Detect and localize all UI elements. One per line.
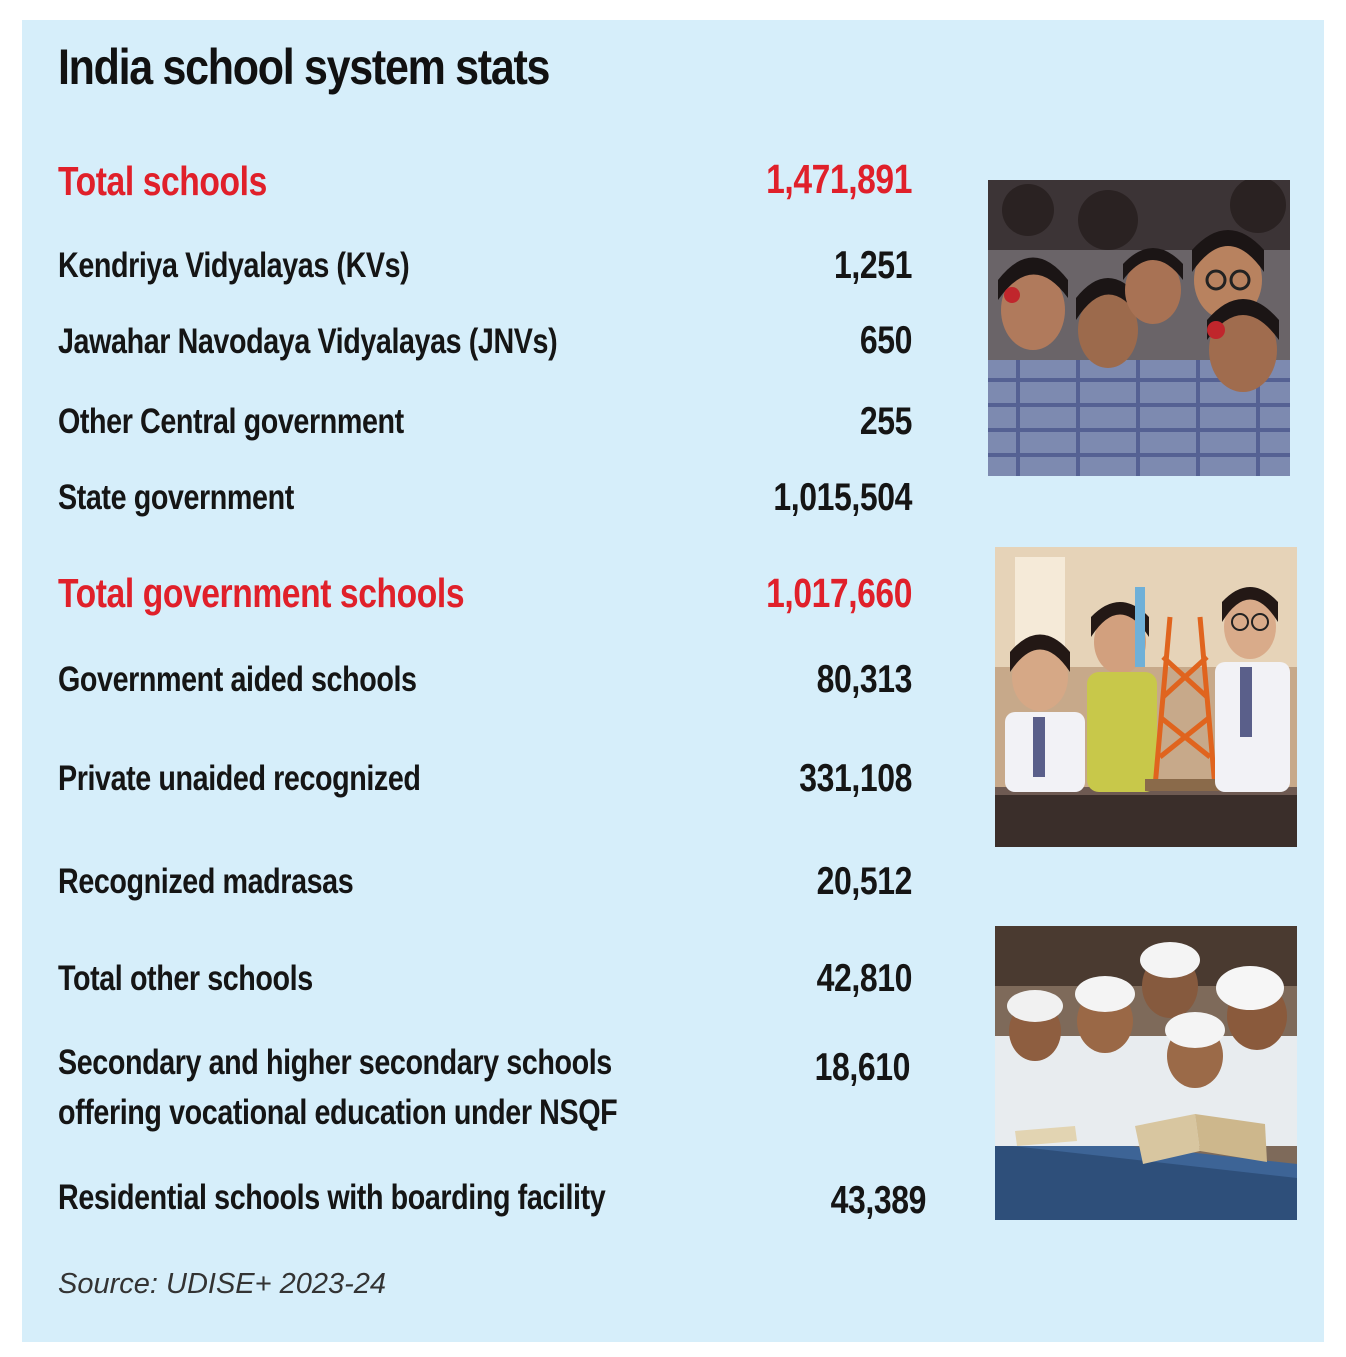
row-value-other-central: 255 <box>859 400 912 443</box>
row-label-jnvs: Jawahar Navodaya Vidyalayas (JNVs) <box>58 322 558 361</box>
row-label-nsqf <box>58 1038 617 1138</box>
row-value-total-schools: 1,471,891 <box>766 156 912 202</box>
row-label-total-schools: Total schools <box>58 158 267 204</box>
row-value-government-aided: 80,313 <box>816 658 912 701</box>
row-value-jnvs: 650 <box>859 319 912 362</box>
row-value-state-government: 1,015,504 <box>773 476 912 519</box>
science-class-photo <box>995 547 1297 847</box>
page-title: India school system stats <box>58 39 550 95</box>
row-label-residential: Residential schools with boarding facility <box>58 1178 606 1217</box>
row-label-government-aided: Government aided schools <box>58 660 417 699</box>
row-label-other-central: Other Central government <box>58 402 404 441</box>
row-label-kvs: Kendriya Vidyalayas (KVs) <box>58 246 410 285</box>
row-value-total-other: 42,810 <box>816 957 912 1000</box>
students-photo <box>988 180 1290 476</box>
row-value-residential: 43,389 <box>830 1179 926 1222</box>
science-class-photo-illustration <box>995 547 1297 847</box>
row-label-nsqf-line2: offering vocational education under NSQF <box>58 1093 618 1132</box>
row-value-total-government: 1,017,660 <box>766 570 912 616</box>
row-label-nsqf-line1: Secondary and higher secondary schools <box>58 1043 612 1082</box>
row-value-nsqf: 18,610 <box>814 1046 910 1089</box>
row-label-state-government: State government <box>58 478 294 517</box>
row-label-madrasas: Recognized madrasas <box>58 862 354 901</box>
madrasa-photo-illustration <box>995 926 1297 1220</box>
row-value-madrasas: 20,512 <box>816 860 912 903</box>
row-label-private-unaided: Private unaided recognized <box>58 759 421 798</box>
source-note: Source: UDISE+ 2023-24 <box>58 1268 387 1300</box>
row-value-private-unaided: 331,108 <box>799 757 912 800</box>
row-label-total-government: Total government schools <box>58 570 465 616</box>
row-value-kvs: 1,251 <box>834 244 912 287</box>
row-label-total-other: Total other schools <box>58 959 313 998</box>
students-photo-illustration <box>988 180 1290 476</box>
madrasa-photo <box>995 926 1297 1220</box>
